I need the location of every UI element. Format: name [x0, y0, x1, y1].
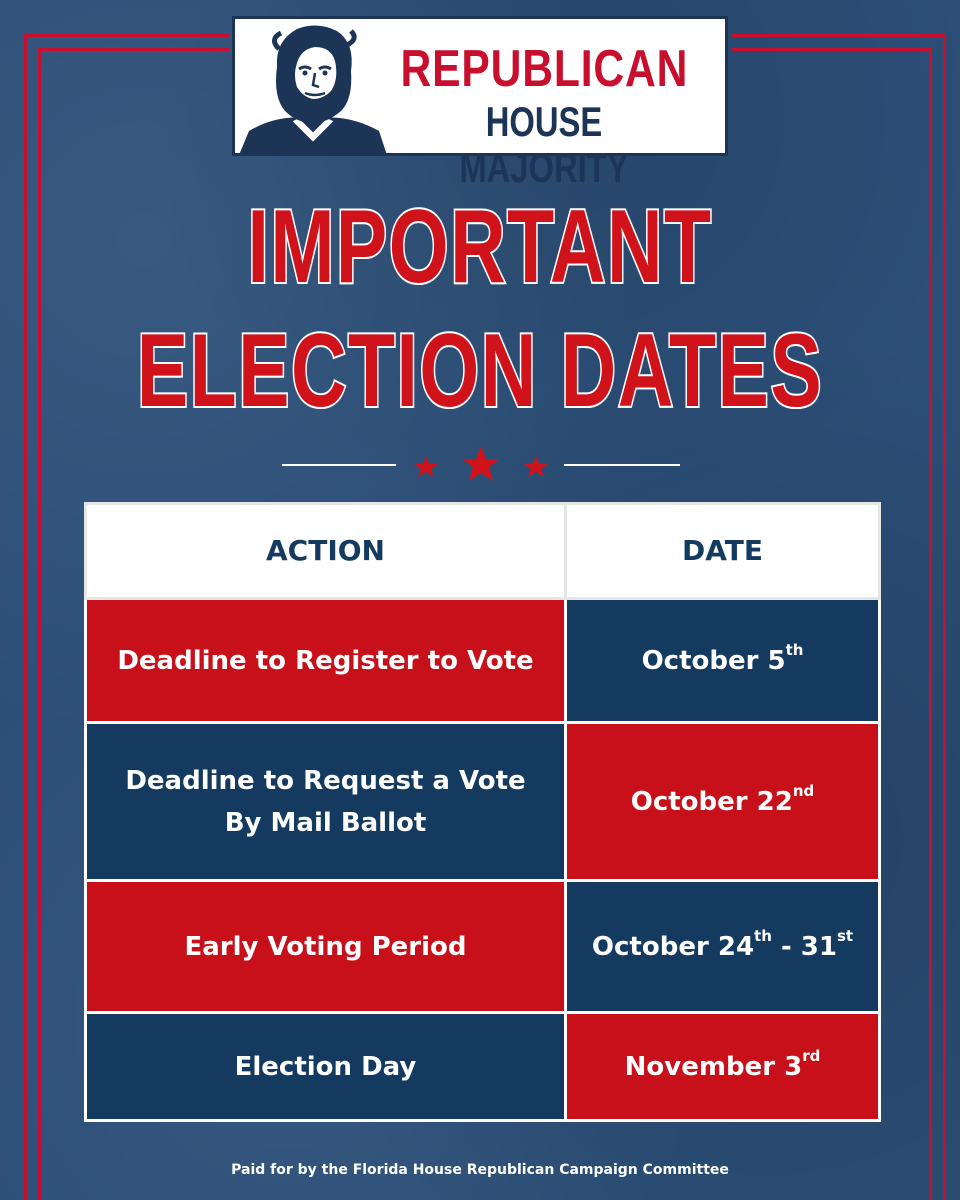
- date-ordinal-suffix: th: [754, 926, 772, 945]
- action-text: Early Voting Period: [184, 931, 467, 962]
- date-ordinal-suffix: rd: [802, 1046, 821, 1065]
- frame-line-top-left-outer: [24, 34, 230, 37]
- headline-line2: ELECTION DATES: [136, 313, 824, 429]
- date-text: October 5: [641, 645, 786, 676]
- date-range-end: - 31: [771, 931, 837, 962]
- date-text: November 3: [624, 1051, 803, 1082]
- table-row: [86, 881, 880, 1013]
- frame-line-right-inner: [929, 48, 932, 1200]
- star-icon-left: [414, 456, 438, 477]
- frame-line-top-right-inner: [732, 48, 932, 51]
- action-text: Election Day: [234, 1051, 417, 1082]
- action-text: Deadline to Register to Vote: [117, 645, 534, 676]
- divider-line-right: [564, 464, 680, 466]
- action-cell: [86, 599, 566, 723]
- date-text: October 24: [591, 931, 755, 962]
- table-row: [86, 599, 880, 723]
- date-cell: [566, 1013, 880, 1121]
- action-text-line2: By Mail Ballot: [224, 807, 427, 838]
- table-row: [86, 1013, 880, 1121]
- logo-title-house-majority: HOUSE MAJORITY: [459, 98, 629, 191]
- logo-title-republican: REPUBLICAN: [400, 40, 689, 98]
- frame-line-top-left-inner: [38, 48, 230, 51]
- star-icon-right: [524, 456, 548, 477]
- action-cell: [86, 723, 566, 881]
- frame-line-right-outer: [943, 34, 946, 1200]
- divider-line-left: [282, 464, 396, 466]
- star-icon-center: [462, 446, 500, 481]
- action-text: Deadline to Request a Vote: [125, 765, 526, 796]
- date-cell: [566, 599, 880, 723]
- frame-line-left-inner: [38, 48, 41, 1200]
- action-cell: [86, 1013, 566, 1121]
- date-cell: [566, 881, 880, 1013]
- frame-line-left-outer: [24, 34, 27, 1200]
- date-ordinal-suffix: nd: [792, 781, 815, 800]
- action-cell: [86, 881, 566, 1013]
- headline-line1: IMPORTANT: [247, 189, 713, 305]
- three-stars-icon: [408, 444, 554, 488]
- date-ordinal-suffix: th: [785, 640, 804, 659]
- date-text: October 22: [630, 786, 793, 817]
- table-row: [86, 723, 880, 881]
- paid-for-disclaimer: Paid for by the Florida House Republican Campaign Committee: [231, 1162, 729, 1178]
- election-dates-table: [84, 502, 881, 1122]
- column-header-date: DATE: [566, 504, 880, 599]
- lincoln-portrait-icon: [239, 19, 387, 155]
- frame-line-top-right-outer: [732, 34, 946, 37]
- table-header-row: [86, 504, 880, 599]
- column-header-action: ACTION: [86, 504, 566, 599]
- republican-house-majority-logo: [232, 16, 728, 191]
- date-cell: [566, 723, 880, 881]
- date-ordinal-suffix-end: st: [836, 926, 854, 945]
